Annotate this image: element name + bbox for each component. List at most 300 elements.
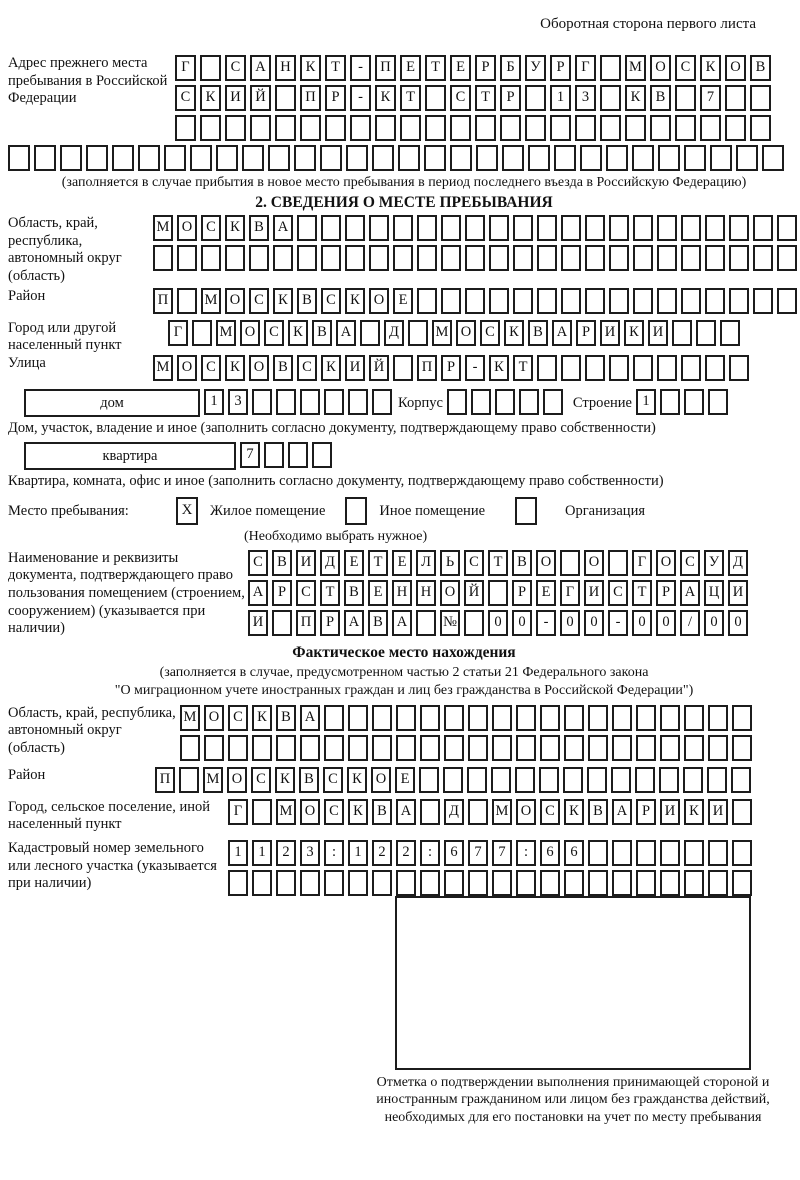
char-cell[interactable] bbox=[636, 705, 656, 731]
char-cell[interactable] bbox=[660, 389, 680, 415]
char-cell[interactable] bbox=[300, 115, 321, 141]
char-cell[interactable] bbox=[684, 705, 704, 731]
char-cell[interactable] bbox=[372, 735, 392, 761]
char-cell[interactable] bbox=[675, 85, 696, 111]
char-cell[interactable] bbox=[492, 870, 512, 896]
char-cell[interactable] bbox=[372, 705, 392, 731]
char-cell[interactable]: : bbox=[324, 840, 344, 866]
char-cell[interactable]: Д bbox=[384, 320, 404, 346]
char-cell[interactable] bbox=[516, 705, 536, 731]
char-cell[interactable] bbox=[252, 735, 272, 761]
char-cell[interactable] bbox=[563, 767, 583, 793]
char-cell[interactable]: В bbox=[273, 355, 293, 381]
char-cell[interactable] bbox=[112, 145, 134, 171]
char-cell[interactable]: 1 bbox=[204, 389, 224, 415]
char-cell[interactable]: П bbox=[296, 610, 316, 636]
char-cell[interactable] bbox=[600, 55, 621, 81]
char-cell[interactable] bbox=[588, 705, 608, 731]
char-cell[interactable] bbox=[8, 145, 30, 171]
char-cell[interactable]: К bbox=[684, 799, 704, 825]
char-cell[interactable]: Ц bbox=[704, 580, 724, 606]
char-cell[interactable] bbox=[588, 735, 608, 761]
char-cell[interactable] bbox=[657, 288, 677, 314]
char-cell[interactable]: 7 bbox=[492, 840, 512, 866]
char-cell[interactable] bbox=[585, 355, 605, 381]
char-cell[interactable] bbox=[729, 288, 749, 314]
char-cell[interactable] bbox=[164, 145, 186, 171]
char-cell[interactable]: 2 bbox=[396, 840, 416, 866]
char-cell[interactable]: О bbox=[369, 288, 389, 314]
char-cell[interactable] bbox=[731, 767, 751, 793]
char-cell[interactable]: Р bbox=[636, 799, 656, 825]
char-cell[interactable] bbox=[625, 115, 646, 141]
char-cell[interactable]: Т bbox=[425, 55, 446, 81]
char-cell[interactable] bbox=[650, 115, 671, 141]
char-cell[interactable]: С bbox=[464, 550, 484, 576]
char-cell[interactable] bbox=[369, 215, 389, 241]
char-cell[interactable]: Т bbox=[320, 580, 340, 606]
char-cell[interactable]: - bbox=[350, 85, 371, 111]
char-cell[interactable] bbox=[550, 115, 571, 141]
char-cell[interactable]: М bbox=[180, 705, 200, 731]
char-cell[interactable] bbox=[681, 245, 701, 271]
char-cell[interactable] bbox=[465, 288, 485, 314]
char-cell[interactable] bbox=[348, 389, 368, 415]
char-cell[interactable]: К bbox=[700, 55, 721, 81]
char-cell[interactable]: М bbox=[625, 55, 646, 81]
char-cell[interactable] bbox=[372, 145, 394, 171]
char-cell[interactable] bbox=[393, 245, 413, 271]
apartment-type-box[interactable]: квартира bbox=[24, 442, 236, 470]
char-cell[interactable]: С bbox=[201, 355, 221, 381]
char-cell[interactable]: С bbox=[675, 55, 696, 81]
char-cell[interactable] bbox=[725, 85, 746, 111]
char-cell[interactable]: 0 bbox=[560, 610, 580, 636]
char-cell[interactable] bbox=[684, 389, 704, 415]
char-cell[interactable] bbox=[588, 840, 608, 866]
char-cell[interactable] bbox=[321, 215, 341, 241]
char-cell[interactable] bbox=[564, 870, 584, 896]
char-cell[interactable]: С bbox=[201, 215, 221, 241]
char-cell[interactable] bbox=[725, 115, 746, 141]
char-cell[interactable]: О bbox=[656, 550, 676, 576]
char-cell[interactable]: 6 bbox=[444, 840, 464, 866]
char-cell[interactable]: К bbox=[345, 288, 365, 314]
char-cell[interactable] bbox=[275, 85, 296, 111]
char-cell[interactable] bbox=[249, 245, 269, 271]
char-cell[interactable]: С bbox=[251, 767, 271, 793]
char-cell[interactable]: В bbox=[276, 705, 296, 731]
char-cell[interactable] bbox=[753, 288, 773, 314]
char-cell[interactable] bbox=[346, 145, 368, 171]
char-cell[interactable] bbox=[600, 115, 621, 141]
char-cell[interactable] bbox=[294, 145, 316, 171]
char-cell[interactable]: Р bbox=[475, 55, 496, 81]
char-cell[interactable] bbox=[321, 245, 341, 271]
char-cell[interactable] bbox=[272, 610, 292, 636]
char-cell[interactable]: П bbox=[155, 767, 175, 793]
char-cell[interactable]: Ь bbox=[440, 550, 460, 576]
char-cell[interactable]: А bbox=[680, 580, 700, 606]
char-cell[interactable] bbox=[468, 799, 488, 825]
char-cell[interactable] bbox=[200, 115, 221, 141]
char-cell[interactable]: Т bbox=[513, 355, 533, 381]
char-cell[interactable] bbox=[540, 870, 560, 896]
char-cell[interactable]: А bbox=[396, 799, 416, 825]
char-cell[interactable]: С bbox=[249, 288, 269, 314]
char-cell[interactable] bbox=[560, 550, 580, 576]
char-cell[interactable] bbox=[252, 799, 272, 825]
char-cell[interactable]: К bbox=[348, 799, 368, 825]
char-cell[interactable]: С bbox=[324, 799, 344, 825]
char-cell[interactable] bbox=[443, 767, 463, 793]
char-cell[interactable] bbox=[575, 115, 596, 141]
char-cell[interactable] bbox=[537, 215, 557, 241]
char-cell[interactable] bbox=[705, 245, 725, 271]
char-cell[interactable]: В bbox=[372, 799, 392, 825]
char-cell[interactable] bbox=[348, 705, 368, 731]
char-cell[interactable] bbox=[684, 735, 704, 761]
char-cell[interactable]: С bbox=[264, 320, 284, 346]
char-cell[interactable] bbox=[681, 288, 701, 314]
char-cell[interactable] bbox=[525, 115, 546, 141]
char-cell[interactable] bbox=[225, 245, 245, 271]
char-cell[interactable] bbox=[276, 870, 296, 896]
char-cell[interactable]: О bbox=[204, 705, 224, 731]
char-cell[interactable]: К bbox=[225, 215, 245, 241]
char-cell[interactable]: О bbox=[456, 320, 476, 346]
char-cell[interactable]: К bbox=[288, 320, 308, 346]
char-cell[interactable]: П bbox=[375, 55, 396, 81]
char-cell[interactable] bbox=[675, 115, 696, 141]
char-cell[interactable]: К bbox=[625, 85, 646, 111]
char-cell[interactable]: К bbox=[347, 767, 367, 793]
char-cell[interactable]: В bbox=[299, 767, 319, 793]
char-cell[interactable] bbox=[500, 115, 521, 141]
char-cell[interactable] bbox=[528, 145, 550, 171]
char-cell[interactable]: И bbox=[248, 610, 268, 636]
char-cell[interactable] bbox=[297, 245, 317, 271]
char-cell[interactable]: Г bbox=[228, 799, 248, 825]
char-cell[interactable] bbox=[750, 85, 771, 111]
char-cell[interactable] bbox=[228, 870, 248, 896]
char-cell[interactable]: 1 bbox=[348, 840, 368, 866]
char-cell[interactable] bbox=[657, 245, 677, 271]
char-cell[interactable]: 0 bbox=[512, 610, 532, 636]
char-cell[interactable] bbox=[762, 145, 784, 171]
char-cell[interactable]: 0 bbox=[488, 610, 508, 636]
char-cell[interactable]: С bbox=[323, 767, 343, 793]
char-cell[interactable] bbox=[300, 735, 320, 761]
char-cell[interactable]: И bbox=[584, 580, 604, 606]
char-cell[interactable] bbox=[425, 115, 446, 141]
char-cell[interactable] bbox=[324, 735, 344, 761]
char-cell[interactable]: О bbox=[225, 288, 245, 314]
char-cell[interactable]: 2 bbox=[276, 840, 296, 866]
char-cell[interactable] bbox=[633, 245, 653, 271]
char-cell[interactable] bbox=[138, 145, 160, 171]
char-cell[interactable]: А bbox=[392, 610, 412, 636]
char-cell[interactable] bbox=[681, 355, 701, 381]
char-cell[interactable]: К bbox=[200, 85, 221, 111]
house-type-box[interactable]: дом bbox=[24, 389, 200, 417]
char-cell[interactable] bbox=[732, 799, 752, 825]
char-cell[interactable]: М bbox=[432, 320, 452, 346]
char-cell[interactable] bbox=[447, 389, 467, 415]
char-cell[interactable] bbox=[606, 145, 628, 171]
char-cell[interactable] bbox=[729, 355, 749, 381]
char-cell[interactable]: В bbox=[297, 288, 317, 314]
char-cell[interactable] bbox=[153, 245, 173, 271]
char-cell[interactable]: О bbox=[227, 767, 247, 793]
char-cell[interactable]: И bbox=[708, 799, 728, 825]
char-cell[interactable] bbox=[600, 85, 621, 111]
char-cell[interactable] bbox=[513, 288, 533, 314]
char-cell[interactable]: А bbox=[300, 705, 320, 731]
char-cell[interactable]: Е bbox=[393, 288, 413, 314]
char-cell[interactable] bbox=[513, 215, 533, 241]
char-cell[interactable] bbox=[609, 355, 629, 381]
char-cell[interactable]: И bbox=[648, 320, 668, 346]
char-cell[interactable] bbox=[345, 497, 367, 525]
char-cell[interactable] bbox=[345, 245, 365, 271]
char-cell[interactable] bbox=[34, 145, 56, 171]
char-cell[interactable] bbox=[720, 320, 740, 346]
char-cell[interactable] bbox=[564, 705, 584, 731]
char-cell[interactable] bbox=[468, 735, 488, 761]
char-cell[interactable] bbox=[660, 705, 680, 731]
char-cell[interactable]: К bbox=[300, 55, 321, 81]
char-cell[interactable]: М bbox=[153, 215, 173, 241]
char-cell[interactable]: X bbox=[176, 497, 198, 525]
char-cell[interactable] bbox=[396, 735, 416, 761]
char-cell[interactable]: Р bbox=[500, 85, 521, 111]
char-cell[interactable] bbox=[441, 288, 461, 314]
char-cell[interactable]: 1 bbox=[228, 840, 248, 866]
char-cell[interactable] bbox=[396, 705, 416, 731]
char-cell[interactable] bbox=[450, 115, 471, 141]
char-cell[interactable]: 1 bbox=[636, 389, 656, 415]
char-cell[interactable] bbox=[325, 115, 346, 141]
char-cell[interactable] bbox=[585, 215, 605, 241]
char-cell[interactable] bbox=[708, 840, 728, 866]
char-cell[interactable] bbox=[300, 870, 320, 896]
char-cell[interactable] bbox=[633, 215, 653, 241]
char-cell[interactable]: А bbox=[250, 55, 271, 81]
char-cell[interactable] bbox=[348, 735, 368, 761]
char-cell[interactable]: Е bbox=[368, 580, 388, 606]
char-cell[interactable]: 0 bbox=[728, 610, 748, 636]
char-cell[interactable]: С bbox=[680, 550, 700, 576]
char-cell[interactable]: К bbox=[275, 767, 295, 793]
char-cell[interactable] bbox=[444, 870, 464, 896]
char-cell[interactable] bbox=[375, 115, 396, 141]
char-cell[interactable] bbox=[417, 215, 437, 241]
char-cell[interactable] bbox=[705, 288, 725, 314]
char-cell[interactable]: - bbox=[350, 55, 371, 81]
char-cell[interactable] bbox=[441, 215, 461, 241]
char-cell[interactable]: Т bbox=[400, 85, 421, 111]
char-cell[interactable] bbox=[513, 245, 533, 271]
char-cell[interactable] bbox=[273, 245, 293, 271]
char-cell[interactable] bbox=[468, 705, 488, 731]
char-cell[interactable]: Г bbox=[168, 320, 188, 346]
char-cell[interactable]: : bbox=[516, 840, 536, 866]
char-cell[interactable]: В bbox=[650, 85, 671, 111]
char-cell[interactable]: С bbox=[225, 55, 246, 81]
char-cell[interactable] bbox=[540, 705, 560, 731]
char-cell[interactable] bbox=[491, 767, 511, 793]
char-cell[interactable] bbox=[369, 245, 389, 271]
char-cell[interactable]: П bbox=[300, 85, 321, 111]
char-cell[interactable] bbox=[475, 115, 496, 141]
char-cell[interactable] bbox=[611, 767, 631, 793]
char-cell[interactable] bbox=[324, 870, 344, 896]
char-cell[interactable]: О bbox=[177, 355, 197, 381]
char-cell[interactable] bbox=[350, 115, 371, 141]
char-cell[interactable] bbox=[729, 215, 749, 241]
char-cell[interactable] bbox=[537, 288, 557, 314]
char-cell[interactable]: 6 bbox=[540, 840, 560, 866]
char-cell[interactable]: У bbox=[704, 550, 724, 576]
char-cell[interactable] bbox=[297, 215, 317, 241]
char-cell[interactable]: К bbox=[252, 705, 272, 731]
char-cell[interactable] bbox=[543, 389, 563, 415]
char-cell[interactable] bbox=[525, 85, 546, 111]
char-cell[interactable]: Н bbox=[392, 580, 412, 606]
char-cell[interactable]: Р bbox=[320, 610, 340, 636]
char-cell[interactable] bbox=[489, 245, 509, 271]
char-cell[interactable] bbox=[476, 145, 498, 171]
char-cell[interactable] bbox=[464, 610, 484, 636]
char-cell[interactable]: О bbox=[584, 550, 604, 576]
char-cell[interactable] bbox=[420, 705, 440, 731]
char-cell[interactable]: Т bbox=[475, 85, 496, 111]
char-cell[interactable] bbox=[468, 870, 488, 896]
char-cell[interactable] bbox=[398, 145, 420, 171]
char-cell[interactable]: О bbox=[536, 550, 556, 576]
char-cell[interactable]: 3 bbox=[300, 840, 320, 866]
char-cell[interactable] bbox=[250, 115, 271, 141]
char-cell[interactable] bbox=[419, 767, 439, 793]
char-cell[interactable]: А bbox=[612, 799, 632, 825]
char-cell[interactable] bbox=[660, 870, 680, 896]
char-cell[interactable]: М bbox=[276, 799, 296, 825]
char-cell[interactable]: К bbox=[624, 320, 644, 346]
char-cell[interactable] bbox=[777, 215, 797, 241]
char-cell[interactable] bbox=[204, 735, 224, 761]
char-cell[interactable]: А bbox=[248, 580, 268, 606]
char-cell[interactable] bbox=[393, 215, 413, 241]
char-cell[interactable] bbox=[683, 767, 703, 793]
char-cell[interactable] bbox=[585, 288, 605, 314]
char-cell[interactable] bbox=[660, 840, 680, 866]
char-cell[interactable] bbox=[252, 870, 272, 896]
char-cell[interactable] bbox=[700, 115, 721, 141]
char-cell[interactable]: К bbox=[375, 85, 396, 111]
char-cell[interactable] bbox=[489, 288, 509, 314]
char-cell[interactable] bbox=[416, 610, 436, 636]
char-cell[interactable] bbox=[732, 735, 752, 761]
char-cell[interactable] bbox=[177, 245, 197, 271]
char-cell[interactable]: Н bbox=[275, 55, 296, 81]
char-cell[interactable]: Е bbox=[395, 767, 415, 793]
char-cell[interactable] bbox=[632, 145, 654, 171]
char-cell[interactable]: Й bbox=[250, 85, 271, 111]
char-cell[interactable]: К bbox=[225, 355, 245, 381]
char-cell[interactable]: Р bbox=[441, 355, 461, 381]
char-cell[interactable]: О bbox=[240, 320, 260, 346]
char-cell[interactable]: К bbox=[321, 355, 341, 381]
char-cell[interactable]: В bbox=[272, 550, 292, 576]
char-cell[interactable] bbox=[268, 145, 290, 171]
char-cell[interactable]: Г bbox=[560, 580, 580, 606]
char-cell[interactable]: М bbox=[153, 355, 173, 381]
char-cell[interactable] bbox=[424, 145, 446, 171]
char-cell[interactable]: К bbox=[504, 320, 524, 346]
char-cell[interactable]: М bbox=[216, 320, 236, 346]
char-cell[interactable]: А bbox=[344, 610, 364, 636]
char-cell[interactable]: 1 bbox=[252, 840, 272, 866]
char-cell[interactable] bbox=[190, 145, 212, 171]
char-cell[interactable]: О bbox=[371, 767, 391, 793]
char-cell[interactable] bbox=[612, 735, 632, 761]
char-cell[interactable] bbox=[537, 245, 557, 271]
char-cell[interactable] bbox=[276, 389, 296, 415]
char-cell[interactable] bbox=[684, 870, 704, 896]
char-cell[interactable] bbox=[708, 735, 728, 761]
char-cell[interactable] bbox=[276, 735, 296, 761]
char-cell[interactable]: Л bbox=[416, 550, 436, 576]
char-cell[interactable] bbox=[736, 145, 758, 171]
char-cell[interactable]: 3 bbox=[228, 389, 248, 415]
char-cell[interactable] bbox=[710, 145, 732, 171]
char-cell[interactable] bbox=[444, 735, 464, 761]
char-cell[interactable]: С bbox=[480, 320, 500, 346]
char-cell[interactable]: / bbox=[680, 610, 700, 636]
char-cell[interactable] bbox=[659, 767, 679, 793]
char-cell[interactable]: А bbox=[336, 320, 356, 346]
char-cell[interactable] bbox=[729, 245, 749, 271]
char-cell[interactable]: И bbox=[225, 85, 246, 111]
char-cell[interactable] bbox=[708, 870, 728, 896]
char-cell[interactable] bbox=[672, 320, 692, 346]
char-cell[interactable] bbox=[465, 245, 485, 271]
char-cell[interactable] bbox=[636, 870, 656, 896]
char-cell[interactable] bbox=[312, 442, 332, 468]
char-cell[interactable]: М bbox=[203, 767, 223, 793]
char-cell[interactable] bbox=[60, 145, 82, 171]
char-cell[interactable] bbox=[515, 767, 535, 793]
char-cell[interactable] bbox=[444, 705, 464, 731]
char-cell[interactable]: 3 bbox=[575, 85, 596, 111]
char-cell[interactable] bbox=[179, 767, 199, 793]
char-cell[interactable] bbox=[420, 870, 440, 896]
char-cell[interactable]: О bbox=[725, 55, 746, 81]
char-cell[interactable] bbox=[705, 215, 725, 241]
char-cell[interactable]: О bbox=[516, 799, 536, 825]
char-cell[interactable]: С bbox=[321, 288, 341, 314]
char-cell[interactable]: О bbox=[300, 799, 320, 825]
char-cell[interactable] bbox=[732, 870, 752, 896]
char-cell[interactable] bbox=[612, 705, 632, 731]
char-cell[interactable] bbox=[372, 389, 392, 415]
char-cell[interactable]: П bbox=[417, 355, 437, 381]
char-cell[interactable] bbox=[635, 767, 655, 793]
char-cell[interactable]: В bbox=[512, 550, 532, 576]
char-cell[interactable] bbox=[657, 355, 677, 381]
char-cell[interactable]: И bbox=[660, 799, 680, 825]
